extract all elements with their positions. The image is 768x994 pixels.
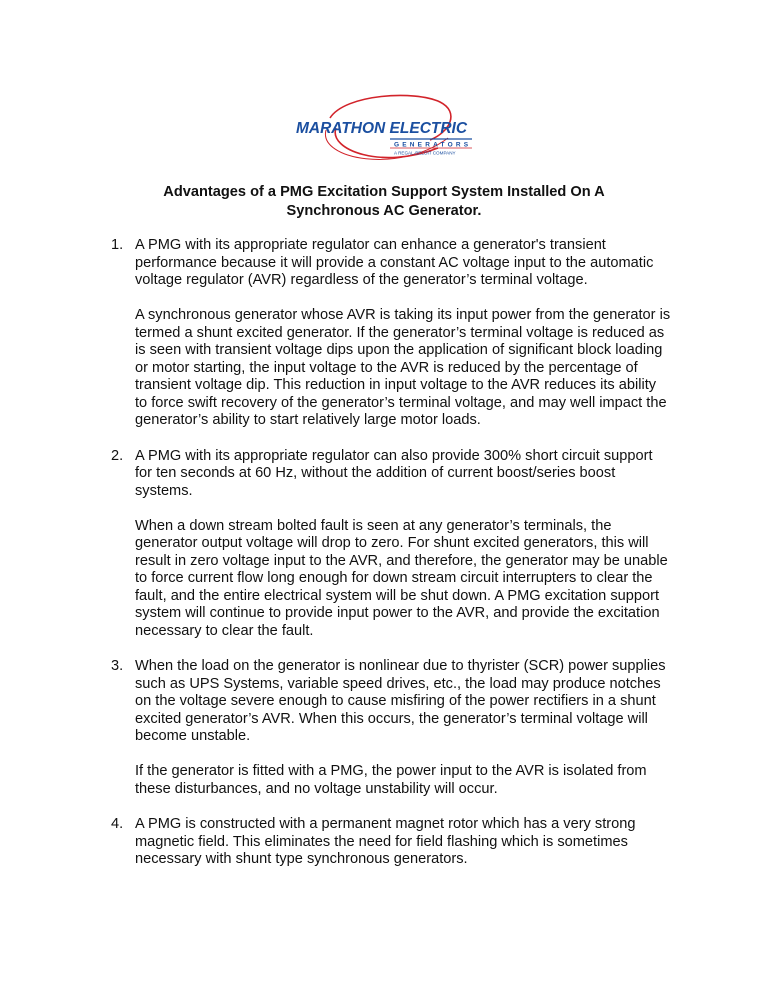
list-item-2 [111, 448, 671, 641]
item-paragraph: A PMG with its appropriate regulator can enhance a generator's transient performance because it will provide a constant AC voltage input to the automatic voltage regulator (AVR) regardless of the generator’s terminal voltage. [135, 237, 654, 288]
title-line-2: Synchronous AC Generator. [286, 203, 482, 219]
company-logo [290, 88, 482, 168]
brand-subtitle: GENERATORS [394, 141, 472, 149]
marathon-electric-logo [290, 88, 482, 168]
item-paragraph: If the generator is fitted with a PMG, the power input to the AVR is isolated from these disturbances, and no voltage unstability will occur. [135, 763, 647, 797]
item-paragraph: When a down stream bolted fault is seen at any generator’s terminals, the generator output voltage will drop to zero. For shunt excited generators, this will result in zero voltage input to the AVR, and therefore, the generator may be unable to force current flow long enough for down stream circuit interrupters to clear the fault, and the entire electrical system will be shut down. A PMG excitation support system will continue to provide input power to the AVR, and provide the excitation necessary to clear the fault. [135, 517, 668, 639]
item-number: 3. [111, 658, 124, 674]
item-number: 1. [111, 237, 124, 253]
title-line-1: Advantages of a PMG Excitation Support System Installed On A [163, 184, 605, 200]
list-item-1 [111, 237, 671, 430]
item-paragraph: A PMG with its appropriate regulator can also provide 300% short circuit support for ten seconds at 60 Hz, without the addition of current boost/series boost systems. [135, 447, 653, 499]
item-number: 4. [111, 816, 124, 832]
item-number: 2. [111, 447, 124, 464]
brand-name: MARATHON ELECTRIC [296, 120, 468, 137]
list-item-4 [111, 816, 671, 869]
brand-tagline: A REGAL-BELOIT COMPANY [394, 150, 456, 156]
item-paragraph: A synchronous generator whose AVR is taking its input power from the generator is termed a shunt excited generator. If the generator’s terminal voltage is reduced as is seen with transient voltage dips upon the application of significant block loading or motor starting, the input voltage to the AVR is reduced by the percentage of transient voltage dip. This reduction in input voltage to the AVR reduces its ability to force swift recovery of the generator’s terminal voltage, and may well impact the generator’s ability to start relatively large motor loads. [135, 307, 671, 428]
advantages-list [111, 237, 671, 887]
item-paragraph: A PMG is constructed with a permanent magnet rotor which has a very strong magnetic field. This eliminates the need for field flashing which is sometimes necessary with shunt type synchronous generators. [135, 816, 636, 867]
item-paragraph: When the load on the generator is nonlinear due to thyrister (SCR) power supplies such as UPS Systems, variable speed drives, etc., the load may produce notches on the voltage severe enough to cause misfiring of the power rectifiers in a shunt excited generator’s AVR. When this occurs, the generator’s terminal voltage will become unstable. [135, 658, 666, 744]
document-title [100, 183, 668, 221]
list-item-3 [111, 658, 671, 798]
